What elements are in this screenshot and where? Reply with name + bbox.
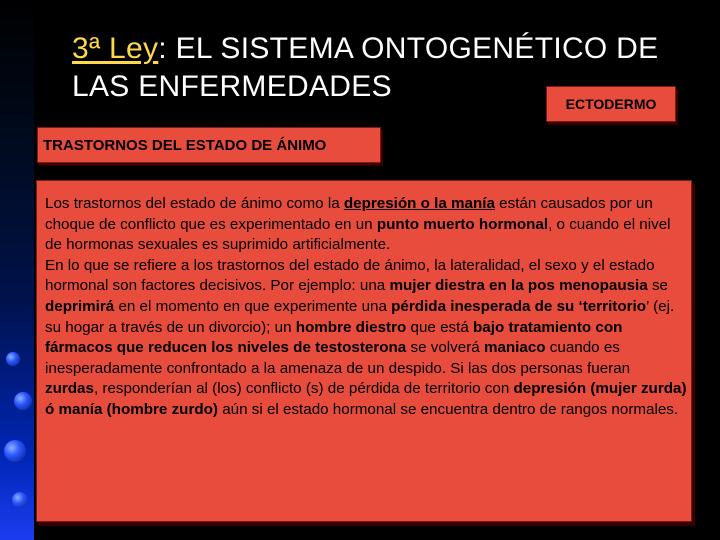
paragraph-2: [45, 256, 687, 421]
body-text: se volverá: [406, 339, 484, 357]
emphasis-text: punto muerto hormonal: [376, 215, 549, 233]
decorative-orb-icon: [4, 440, 26, 462]
emphasis-text: mujer diestra en la pos menopausia: [389, 277, 648, 295]
emphasis-text: hombre diestro: [295, 318, 407, 336]
decorative-orb-icon: [14, 392, 32, 410]
body-text: se: [647, 277, 668, 295]
decorative-sidebar: [0, 0, 34, 540]
body-text: que está: [406, 318, 474, 336]
content-box: [36, 180, 692, 522]
body-text: están causados por un choque de conflicto que es experimentado en un: [45, 195, 653, 233]
emphasis-text: pérdida inesperada de su ‘territorio: [391, 297, 647, 315]
emphasis-text: bajo tratamiento con fármacos que reducen los niveles de testosterona: [45, 318, 623, 357]
body-text: Los trastornos del estado de ánimo como la: [45, 195, 344, 212]
title-text: : EL SISTEMA ONTOGENÉTICO DE LAS ENFERMEDADES: [72, 32, 659, 103]
paragraph-1: [45, 194, 687, 256]
emphasis-text: zurdas: [45, 380, 94, 398]
body-text: , responderían al (los) conflicto (s) de pérdida de territorio con: [93, 380, 514, 398]
emphasis-text: depresión (mujer zurda) ó manía (hombre zurdo): [45, 380, 687, 418]
body-text: en el momento en que experimente una: [114, 297, 392, 315]
emphasis-text: deprimirá: [45, 297, 115, 315]
title-prefix: 3ª Ley: [72, 32, 159, 65]
ectodermo-badge: ECTODERMO: [546, 86, 676, 122]
body-text: , o cuando el nivel de hormonas sexuales es suprimido artificialmente.: [45, 215, 671, 254]
emphasis-text: depresión o la manía: [343, 195, 495, 212]
body-text: En lo que se refiere a los trastornos del estado de ánimo, la lateralidad, el sexo y el estado hormonal son factores decisivos. Por ejemplo: una: [45, 256, 655, 295]
section-label: TRASTORNOS DEL ESTADO DE ÁNIMO: [37, 127, 381, 163]
decorative-orb-icon: [6, 352, 20, 366]
body-text: cuando es inesperadamente confrontado a la amenaza de un despido. Si las dos personas fueran: [45, 339, 631, 377]
decorative-orb-icon: [12, 492, 28, 508]
emphasis-text: maniaco: [483, 339, 546, 357]
body-text: ’ (ej. su hogar a través de un divorcio); un: [45, 297, 675, 336]
body-text: aún si el estado hormonal se encuentra dentro de rangos normales.: [217, 400, 679, 418]
